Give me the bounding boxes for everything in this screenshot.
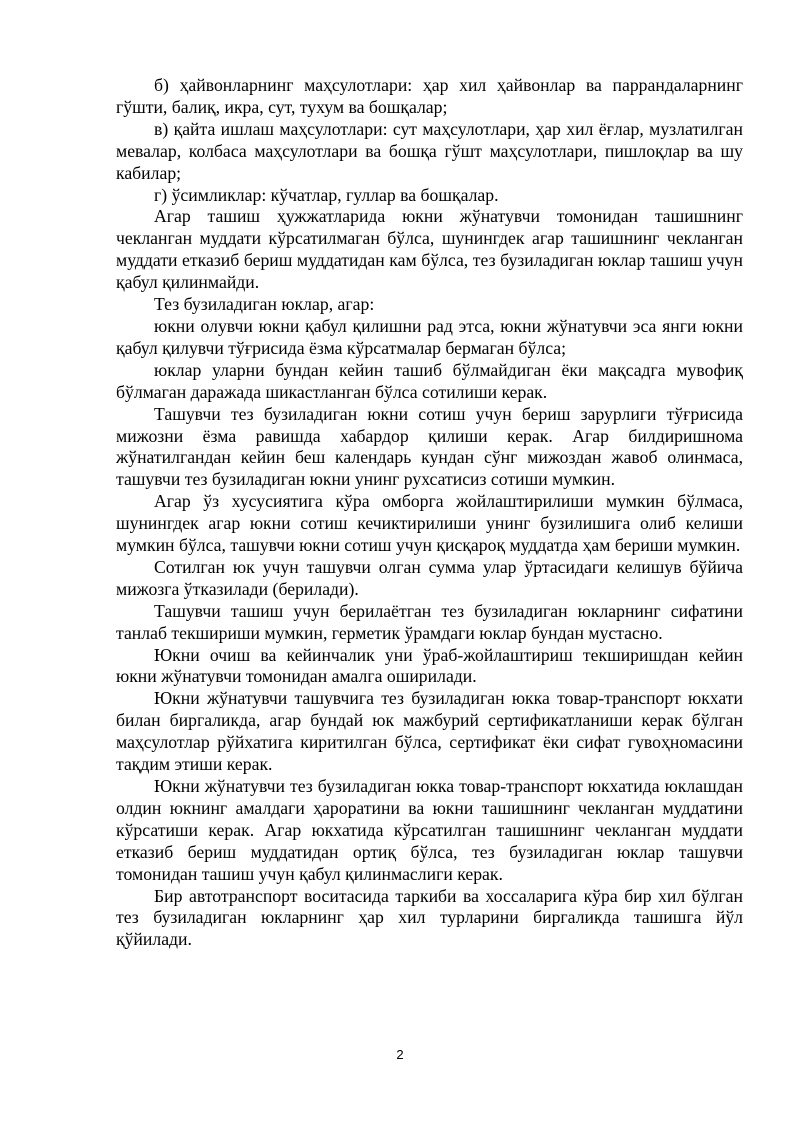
paragraph: г) ўсимликлар: кўчатлар, гуллар ва бошқалар.: [154, 184, 499, 205]
paragraph: в) қайта ишлаш маҳсулотлари: сут маҳсулотлари, ҳар хил ёғлар, музлатилган мевалар, колбаса маҳсулотлари ва бошқа гўшт маҳсулотлари, пишлоқлар ва шу кабилар;: [116, 118, 743, 183]
paragraph: Юкни очиш ва кейинчалик уни ўраб-жойлаштириш текширишдан кейин юкни жўнатувчи томонидан амалга оширилади.: [116, 644, 743, 687]
paragraph: Тез бузиладиган юклар, агар:: [154, 294, 375, 315]
paragraph: Ташувчи ташиш учун берилаётган тез бузиладиган юкларнинг сифатини танлаб текшириши мумкин, герметик ўрамдаги юклар бундан мустасно.: [116, 600, 743, 643]
paragraph: Юкни жўнатувчи ташувчига тез бузиладиган юкка товар-транспорт юкхати билан биргаликда, агар бундай юк мажбурий сертификатланиши керак бўлган маҳсулотлар рўйхатига киритилган бўлса, сертификат ёки сифат гувоҳномасини тақдим этиши керак.: [116, 688, 743, 775]
paragraph: б) ҳайвонларнинг маҳсулотлари: ҳар хил ҳайвонлар ва паррандаларнинг гўшти, балиқ, икра, сут, тухум ва бошқалар;: [116, 75, 743, 117]
paragraph: Агар ташиш ҳужжатларида юкни жўнатувчи томонидан ташишнинг чекланган муддати кўрсатилмаган бўлса, шунингдек агар ташишнинг чекланган муддати етказиб бериш муддатидан кам бўлса, тез бузиладиган юклар ташиш учун қабул қилинмайди.: [116, 206, 743, 293]
document-body: [116, 75, 743, 951]
page-number: 2: [396, 1047, 404, 1062]
paragraph: Ташувчи тез бузиладиган юкни сотиш учун бериш зарурлиги тўғрисида мижозни ёзма равишда хабардор қилиши керак. Агар билдиришнома жўнатилгандан кейин беш календарь кундан сўнг мижоздан жавоб олинмаса, ташувчи тез бузиладиган юкни унинг рухсатисиз сотиши мумкин.: [116, 403, 743, 490]
paragraph: юкни олувчи юкни қабул қилишни рад этса, юкни жўнатувчи эса янги юкни қабул қилувчи тўғрисида ёзма кўрсатмалар бермаган бўлса;: [116, 315, 743, 358]
paragraph: Бир автотранспорт воситасида таркиби ва хоссаларига кўра бир хил бўлган тез бузиладиган юкларнинг ҳар хил турларини биргаликда ташишга йўл қўйилади.: [116, 885, 743, 950]
paragraph: Юкни жўнатувчи тез бузиладиган юкка товар-транспорт юкхатида юклашдан олдин юкнинг амалдаги ҳароратини ва юкни ташишнинг чекланган муддатини кўрсатиши керак. Агар юкхатида кўрсатилган ташишнинг чекланган муддати етказиб бериш муддатидан ортиқ бўлса, тез бузиладиган юклар ташувчи томонидан ташиш учун қабул қилинмаслиги керак.: [116, 776, 743, 884]
paragraph: юклар уларни бундан кейин ташиб бўлмайдиган ёки мақсадга мувофиқ бўлмаган даражада шикастланган бўлса сотилиши керак.: [116, 359, 743, 402]
paragraph: Агар ўз хусусиятига кўра омборга жойлаштирилиши мумкин бўлмаса, шунингдек агар юкни сотиш кечиктирилиши унинг бузилишига олиб келиши мумкин бўлса, ташувчи юкни сотиш учун қисқароқ муддатда ҳам бериши мумкин.: [116, 491, 743, 556]
paragraph: Сотилган юк учун ташувчи олган сумма улар ўртасидаги келишув бўйича мижозга ўтказилади (берилади).: [116, 556, 743, 599]
